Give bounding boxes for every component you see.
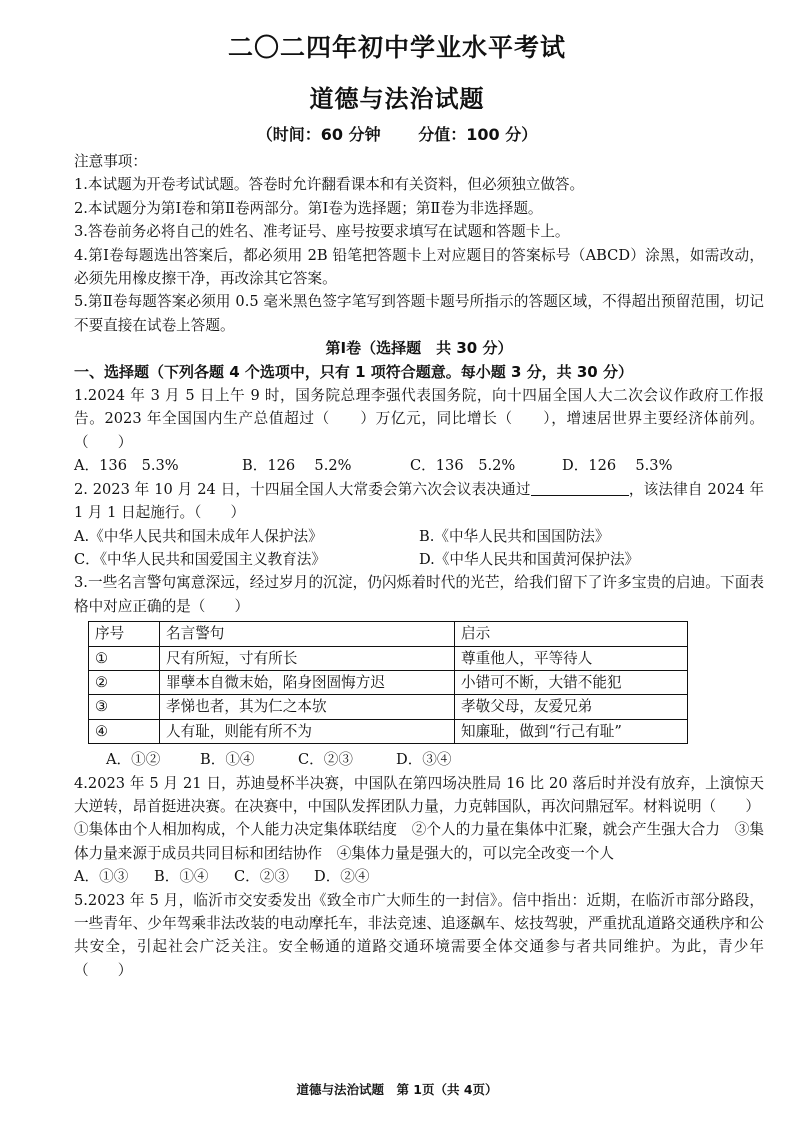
option-c: C．②③ bbox=[298, 751, 353, 769]
table-cell: 知廉耻，做到“行己有耻” bbox=[455, 719, 688, 743]
exam-score: 分值：100 分） bbox=[418, 125, 538, 144]
option-a: A.《中华人民共和国未成年人保护法》 bbox=[74, 527, 323, 545]
question-2-options-row2 bbox=[74, 548, 764, 571]
question-4-stem: 4.2023 年 5 月 21 日，苏迪曼杯半决赛，中国队在第四场决胜局 16 比 20 落后时并没有放弃，上演惊天大逆转，昂首挺进决赛。在决赛中，中国队发挥团队力量，力克韩国队，再次问鼎冠军。材料说明（ ） bbox=[74, 774, 764, 815]
option-b: B．①④ bbox=[154, 868, 209, 886]
subject-title: 道德与法治试题 bbox=[309, 85, 485, 113]
table-row bbox=[89, 695, 688, 719]
notice-item: 4.第Ⅰ卷每题选出答案后，都必须用 2B 铅笔把答题卡上对应题目的答案标号（ABCD）涂黑，如需改动，必须先用橡皮擦干净，再改涂其它答案。 bbox=[74, 246, 764, 288]
option-a: A．①② bbox=[106, 751, 161, 769]
exam-content bbox=[74, 150, 764, 982]
question-5-stem: 5.2023 年 5 月，临沂市交安委发出《致全市广大师生的一封信》。信中指出：近期，在临沂市部分路段，一些青年、少年驾乘非法改装的电动摩托车，非法竞速、追逐飙车、炫技驾驶，严重扰乱道路交通秩序和公共安全，引起社会广泛关注。安全畅通的道路交通环境需要全体交通参与者共同维护。为此，青少年（ ） bbox=[74, 891, 764, 979]
question-4-statements: ①集体由个人相加构成，个人能力决定集体联结度 ②个人的力量在集体中汇聚，就会产生强大合力 ③集体力量来源于成员共同目标和团结协作 ④集体力量是强大的，可以完全改变一个人 bbox=[74, 821, 764, 862]
question-2-stem bbox=[74, 478, 764, 525]
table-header: 启示 bbox=[455, 622, 688, 646]
page-footer: 道德与法治试题 第 1页（共 4页） bbox=[296, 1082, 498, 1097]
option-c: C．《中华人民共和国爱国主义教育法》 bbox=[74, 550, 326, 568]
question-4-options bbox=[74, 865, 764, 888]
notice-item: 3.答卷前务必将自己的姓名、准考证号、座号按要求填写在试题和答题卡上。 bbox=[74, 223, 570, 241]
notice-item: 1.本试题为开卷考试试题。答卷时允许翻看课本和有关资料，但必须独立做答。 bbox=[74, 176, 585, 194]
table-row bbox=[89, 719, 688, 743]
table-cell: 孝敬父母，友爱兄弟 bbox=[455, 695, 688, 719]
question-3-options bbox=[74, 748, 764, 771]
question-2-stem-b: ，该法律自 2024 年 1 月 1 日起施行。（ ） bbox=[74, 480, 765, 522]
table-cell: ③ bbox=[89, 695, 160, 719]
option-d: D．②④ bbox=[314, 868, 370, 886]
question-1-stem: 1.2024 年 3 月 5 日上午 9 时，国务院总理李强代表国务院，向十四届全国人大二次会议作政府工作报告。2023 年全国国内生产总值超过（ ）万亿元，同比增长（ ），增速居世界主要经济体前列。（ ） bbox=[74, 387, 764, 451]
table-cell: ① bbox=[89, 646, 160, 670]
table-cell: 小错可不断，大错不能犯 bbox=[455, 670, 688, 694]
answer-blank bbox=[531, 479, 629, 496]
question-2-stem-a: 2. 2023 年 10 月 24 日，十四届全国人大常委会第六次会议表决通过 bbox=[74, 480, 531, 498]
table-header-row bbox=[89, 622, 688, 646]
option-a: A．①③ bbox=[74, 868, 129, 886]
option-b: B．126 5.2% bbox=[242, 457, 352, 475]
part-heading: 一、选择题（下列各题 4 个选项中，只有 1 项符合题意。每小题 3 分，共 30 分） bbox=[74, 362, 633, 381]
option-b: B．①④ bbox=[200, 751, 255, 769]
notice-heading: 注意事项： bbox=[74, 153, 147, 170]
option-c: C．②③ bbox=[234, 868, 289, 886]
exam-time: （时间：60 分钟 bbox=[256, 125, 381, 144]
table-cell: 罪孽本自微末始，陷身囹圄悔方迟 bbox=[160, 670, 455, 694]
notice-item: 2.本试题分为第Ⅰ卷和第Ⅱ卷两部分。第Ⅰ卷为选择题；第Ⅱ卷为非选择题。 bbox=[74, 199, 543, 217]
option-d: D．③④ bbox=[396, 751, 452, 769]
table-row bbox=[89, 646, 688, 670]
option-c: C．136 5.2% bbox=[410, 457, 516, 475]
option-b: B.《中华人民共和国国防法》 bbox=[419, 527, 610, 545]
table-row bbox=[89, 670, 688, 694]
table-cell: 人有耻，则能有所不为 bbox=[160, 719, 455, 743]
table-cell: ④ bbox=[89, 719, 160, 743]
question-3-stem: 3.一些名言警句寓意深远，经过岁月的沉淀，仍闪烁着时代的光芒，给我们留下了许多宝贵的启迪。下面表格中对应正确的是（ ） bbox=[74, 574, 764, 615]
section-heading: 第Ⅰ卷（选择题 共 30 分） bbox=[325, 339, 513, 358]
table-cell: 尺有所短，寸有所长 bbox=[160, 646, 455, 670]
table-header: 名言警句 bbox=[160, 622, 455, 646]
notice-item: 5.第Ⅱ卷每题答案必须用 0.5 毫米黑色签字笔写到答题卡题号所指示的答题区域，不得超出预留范围，切记不要直接在试卷上答题。 bbox=[74, 293, 764, 334]
option-d: D.《中华人民共和国黄河保护法》 bbox=[419, 550, 640, 568]
option-d: D．126 5.3% bbox=[562, 457, 673, 475]
proverb-table bbox=[88, 621, 688, 744]
time-score-line bbox=[0, 122, 794, 145]
question-1-options bbox=[74, 454, 764, 477]
question-2-options-row1 bbox=[74, 525, 764, 548]
table-cell: 孝悌也者，其为仁之本欤 bbox=[160, 695, 455, 719]
exam-title: 二〇二四年初中学业水平考试 bbox=[227, 33, 566, 62]
table-cell: ② bbox=[89, 670, 160, 694]
table-cell: 尊重他人，平等待人 bbox=[455, 646, 688, 670]
option-a: A．136 5.3% bbox=[74, 457, 179, 475]
table-header: 序号 bbox=[89, 622, 160, 646]
